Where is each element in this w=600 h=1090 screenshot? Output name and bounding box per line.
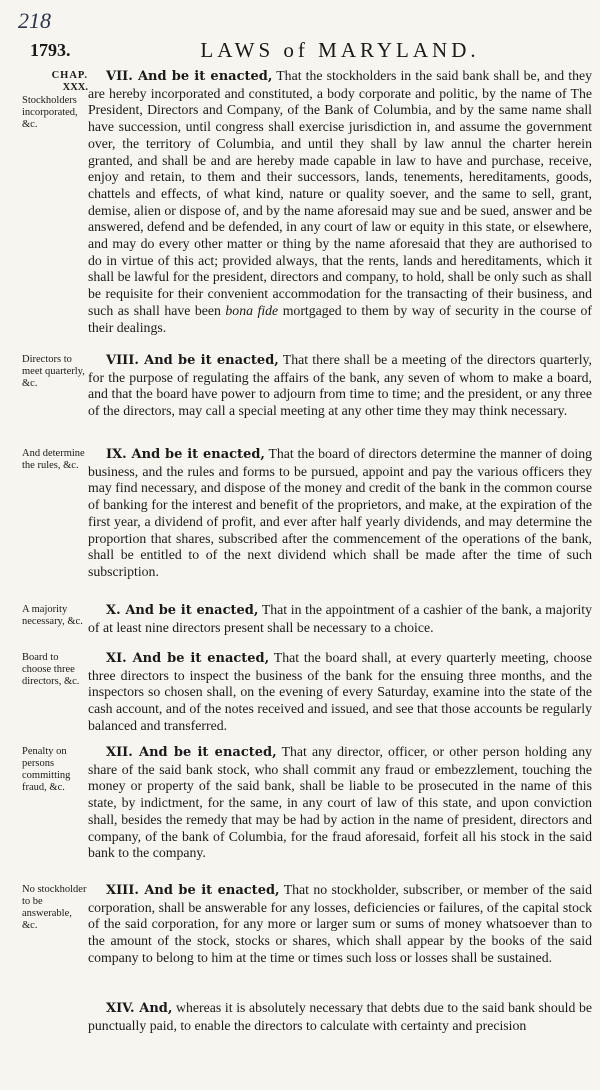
section-heading: VII. And be it enacted, (106, 69, 273, 84)
section-text: VII. And be it enacted, That the stockholders in the said bank shall be, and they are hereby incorporated and constituted, a body corporate and politic, by the name of The President, Directors and Company, of the Bank of Columbia, and by the same name shall have succession, until congress shall exercise jurisdiction in, and assume the government over, the territory of Columbia, and until they shall by law annul the charter herein granted, and shall be and are hereby made capable in law to have and purchase, receive, enjoy and retain, to them and their successors, lands, tenements, hereditaments, goods, chattels and effects, of what kind, nature or quality soever, and the same to sell, grant, demise, alien or dispose of, and by the name aforesaid may sue and be sued, answer and be answered, defend and be defended, in any court of law or equity in this state, or elsewhere, and may do every other matter or thing by the name aforesaid that they are authorised to do in virtue of this act; provided always, that the rents, lands and hereditaments, which it shall be lawful for the president, directors and company, to hold, shall be only such as shall be requisite for their convenient accommodation for the transacting of their business, and such as shall have been bona fide mortgaged to them by way of security in the course of their dealings. (88, 68, 592, 335)
section-text: X. And be it enacted, That in the appointment of a cashier of the bank, a majority of at least nine directors present shall be necessary to a choice. (88, 602, 593, 635)
page-title: LAWS of MARYLAND. (200, 38, 480, 62)
margin-note: Penalty on persons committing fraud, &c. (22, 746, 71, 793)
margin-note: A majority necessary, &c. (22, 604, 83, 627)
margin-note: And determine the rules, &c. (22, 448, 85, 471)
margin-note: Board to choose three directors, &c. (22, 652, 80, 687)
section-text: XII. And be it enacted, That any director, officer, or other person holding any share of the said bank stock, who shall commit any fraud or embezzlement, touching the money or property of the said bank, shall be liable to be prosecuted in the name of this state, by indictment, for the same, in any court of law of this state, and upon conviction shall, besides the remedy that may be had by action in the name of president, directors and company, of the bank of Columbia, for the fraud aforesaid, forfeit all his stock in the said bank to the company. (88, 744, 593, 861)
section-text: IX. And be it enacted, That the board of directors determine the manner of doing business, and the rules and forms to be pursued, appoint and pay the various officers they may find necessary, and dispose of the money and credit of the bank in the common course of banking for the interest and benefit of the proprietors, and make, at the expiration of the first year, a dividend of profit, and ever after half yearly dividends, and may determine the proportion that shares, subscribed after the commencement of the operations of the bank, shall be entitled to of the next dividend which shall be made after the time of such subscription. (88, 446, 593, 579)
section-heading: XII. And be it enacted, (106, 745, 277, 760)
page-number: 218 (18, 8, 51, 33)
section-heading: XIII. And be it enacted, (106, 883, 280, 898)
section-heading: X. And be it enacted, (106, 603, 259, 618)
section-text: XIII. And be it enacted, That no stockholder, subscriber, or member of the said corporation, shall be answerable for any losses, deficiencies or failures, of the capital stock of the said corporation, for any more or larger sum or sums of money whatsoever than to the amount of the stock, stocks or shares, which shall appear by the books of the said company to belong to him at the time or times such loss or losses shall be sustained. (88, 882, 592, 965)
section-text: VIII. And be it enacted, That there shall be a meeting of the directors quarterly, for the purpose of regulating the affairs of the bank, any seven of whom to make a board, and that the board have power to adjourn from time to time; and the president, or any three of the directors, may call a special meeting at any other time they may think necessary. (88, 352, 592, 419)
section-heading: IX. And be it enacted, (106, 447, 265, 462)
chapter-label: CHAP. (51, 70, 88, 81)
margin-note: CHAP. XXX. Stockholders incorporated, &c. (22, 70, 88, 130)
page-header (30, 38, 590, 62)
section-heading: VIII. And be it enacted, (106, 353, 279, 368)
section-text: XI. And be it enacted, That the board shall, at every quarterly meeting, choose three directors to inspect the business of the bank for the ensuing three months, and the inspectors so chosen shall, on the evening of every Saturday, examine into the state of the cash account, and of the notes received and issued, and see that those accounts be regularly balanced and transferred. (88, 650, 592, 733)
section-text: XIV. And, whereas it is absolutely necessary that debts due to the said bank should be punctually paid, to enable the directors to calculate with certainty and precision (88, 1000, 593, 1033)
margin-note: Directors to meet quarterly, &c. (22, 354, 85, 389)
section-heading: XI. And be it enacted, (106, 651, 270, 666)
latin-phrase: bona fide (225, 302, 279, 318)
margin-note: No stockholder to be answerable, &c. (22, 884, 87, 931)
section-heading: XIV. And, (106, 1001, 173, 1016)
chapter-number: XXX. (62, 82, 88, 93)
year: 1793. (30, 40, 71, 60)
